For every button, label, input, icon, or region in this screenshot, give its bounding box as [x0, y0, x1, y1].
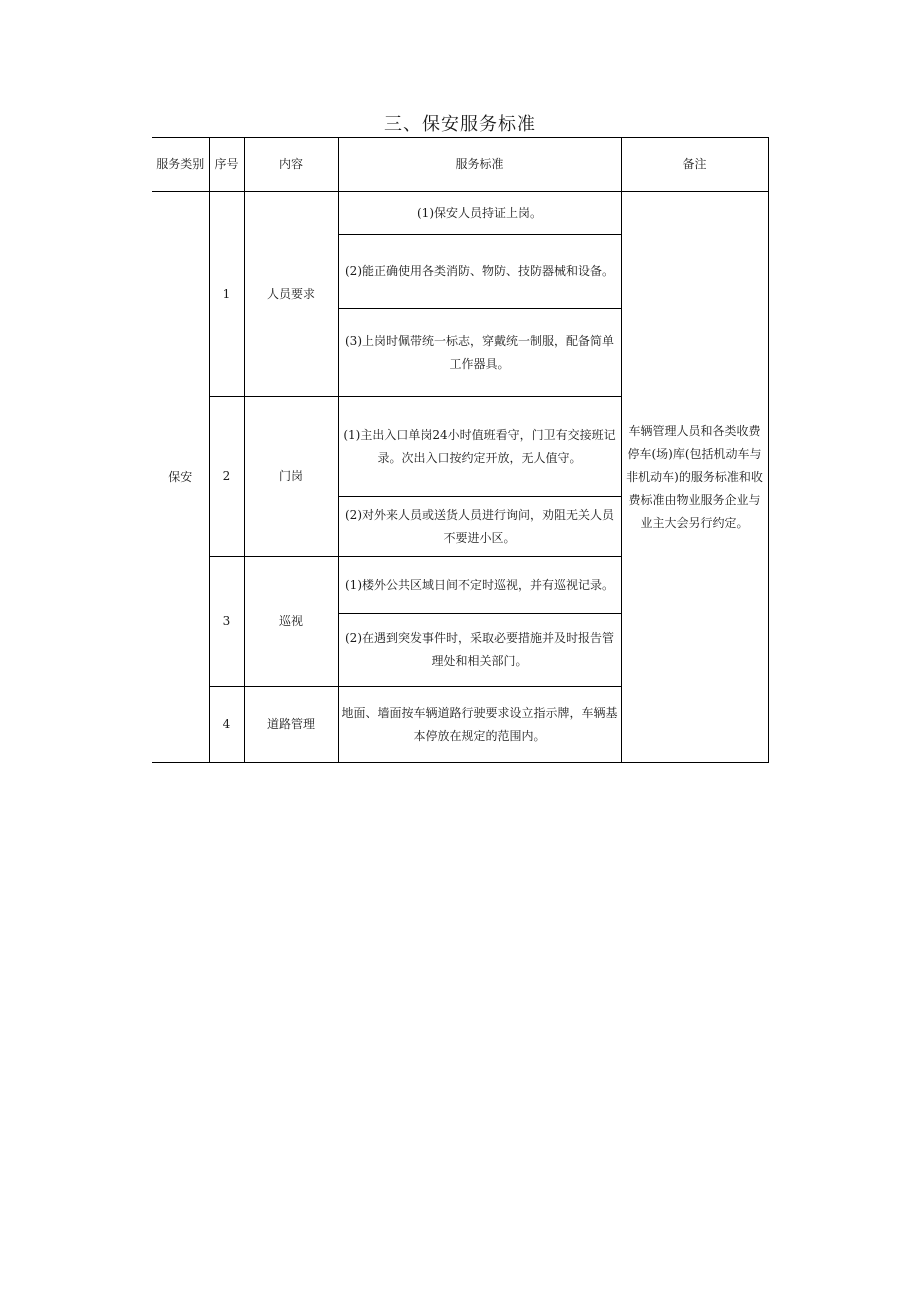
- remarks-cell: 车辆管理人员和各类收费停车(场)库(包括机动车与非机动车)的服务标准和收费标准由物业服务企业与业主大会另行约定。: [621, 192, 768, 763]
- standard-cell: 地面、墙面按车辆道路行驶要求设立指示牌，车辆基本停放在规定的范围内。: [338, 687, 621, 763]
- seq-cell: 3: [209, 557, 244, 687]
- header-content: 内容: [244, 138, 338, 192]
- seq-cell: 4: [209, 687, 244, 763]
- table-row: [152, 192, 768, 235]
- standard-cell: (1)保安人员持证上岗。: [338, 192, 621, 235]
- header-remarks: 备注: [621, 138, 768, 192]
- category-cell: 保安: [152, 192, 209, 763]
- content-cell: 巡视: [244, 557, 338, 687]
- content-cell: 道路管理: [244, 687, 338, 763]
- table-header-row: [152, 138, 768, 192]
- service-standard-table: [152, 137, 769, 763]
- standard-cell: (1)楼外公共区域日间不定时巡视，并有巡视记录。: [338, 557, 621, 614]
- seq-cell: 2: [209, 397, 244, 557]
- seq-cell: 1: [209, 192, 244, 397]
- header-service-category: 服务类别: [152, 138, 209, 192]
- standard-cell: (1)主出入口单岗24小时值班看守，门卫有交接班记录。次出入口按约定开放，无人值守。: [338, 397, 621, 497]
- header-seq: 序号: [209, 138, 244, 192]
- standard-cell: (2)能正确使用各类消防、物防、技防器械和设备。: [338, 235, 621, 309]
- content-cell: 人员要求: [244, 192, 338, 397]
- header-service-standard: 服务标准: [338, 138, 621, 192]
- standard-cell: (2)在遇到突发事件时，采取必要措施并及时报告管理处和相关部门。: [338, 614, 621, 687]
- standard-cell: (2)对外来人员或送货人员进行询问，劝阻无关人员不要进小区。: [338, 497, 621, 557]
- standard-cell: (3)上岗时佩带统一标志，穿戴统一制服，配备简单工作器具。: [338, 309, 621, 397]
- page-title: 三、保安服务标准: [384, 114, 536, 135]
- content-cell: 门岗: [244, 397, 338, 557]
